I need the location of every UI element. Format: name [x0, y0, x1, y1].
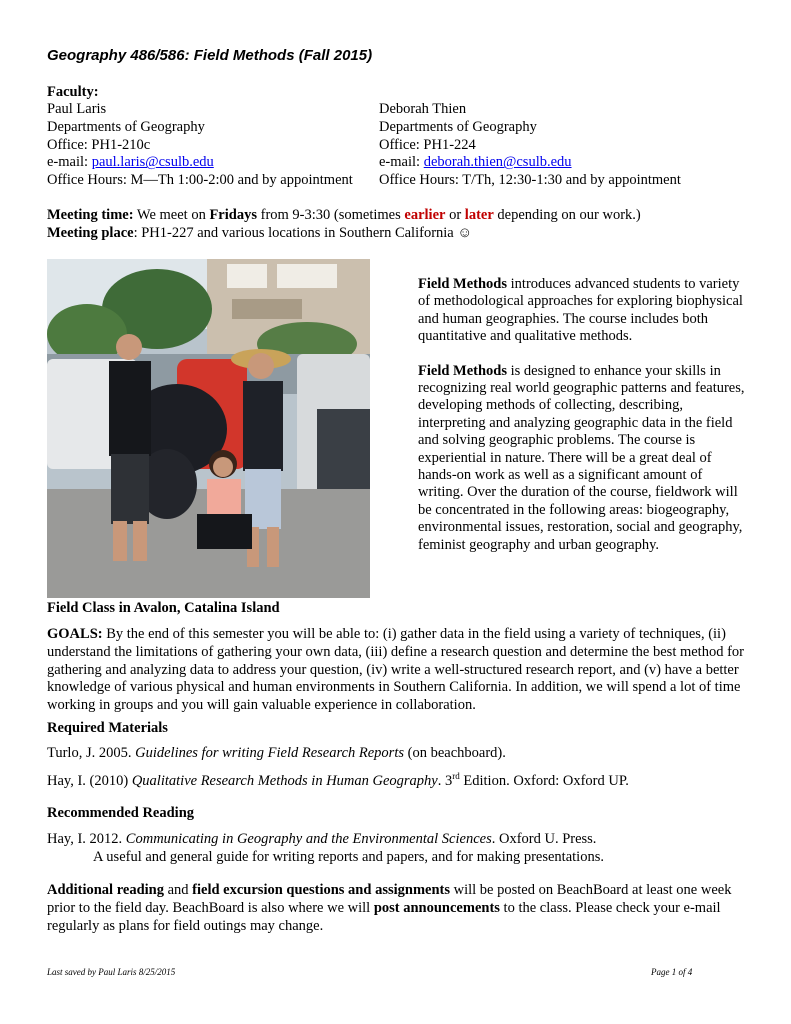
- footer-last-saved: Last saved by Paul Laris 8/25/2015: [47, 967, 176, 977]
- meeting-time: [47, 206, 641, 224]
- additional-info: [47, 882, 747, 935]
- faculty-email-line: [47, 154, 353, 172]
- photo-caption: Field Class in Avalon, Catalina Island: [47, 600, 280, 616]
- field-methods-bold: Field Methods: [418, 362, 508, 379]
- fridays: Fridays: [209, 207, 257, 223]
- faculty-hours: Office Hours: T/Th, 12:30-1:30 and by appointment: [379, 172, 681, 189]
- field-methods-bold: Field Methods: [418, 276, 508, 292]
- faculty-office: Office: PH1-210c: [47, 136, 151, 153]
- text: We meet on: [133, 207, 210, 223]
- faculty-email-line: [379, 154, 681, 172]
- faculty-office: Office: PH1-224: [379, 136, 476, 153]
- text: By the end of this semester you will be able to: (i) gather data in the field using a variety of techniques, (ii) understand the limitations of gathering your own data, (iii) define a research question and determine the best method for gathering and analyzing data to address your question, (iv) write a well-structured research report, and (v) have a better knowledge of various physical and human environments in Southern California. In addition, we will spend a lot of time working in groups and you will gain valuable experience in collaboration.: [47, 626, 744, 714]
- text: introduces advanced students to variety of methodological approaches for exploring biophysical and human geographies. The course includes both quantitative and qualitative methods.: [418, 276, 743, 345]
- text: depending on our work.): [493, 207, 641, 223]
- required-ref-hay: [47, 771, 629, 790]
- goals-paragraph: [47, 626, 747, 715]
- meeting-place: [47, 224, 641, 242]
- email-label: e-mail:: [47, 154, 92, 171]
- ref-title: Communicating in Geography and the Environmental Sciences: [125, 831, 492, 847]
- text: from 9-3:30 (sometimes: [256, 207, 405, 223]
- faculty-deborah-thien: [379, 101, 681, 190]
- bold-text: field excursion questions and assignments: [192, 882, 450, 898]
- later-word: later: [464, 207, 494, 223]
- text: Hay, I. (2010): [47, 772, 132, 789]
- text: . 3: [437, 772, 453, 789]
- faculty-paul-laris: [47, 101, 353, 190]
- earlier-word: earlier: [404, 207, 446, 223]
- faculty-heading: Faculty:: [47, 84, 99, 100]
- meeting-time-label: Meeting time:: [47, 207, 134, 223]
- text: Hay, I. 2012.: [47, 831, 126, 847]
- email-link-thien[interactable]: deborah.thien@csulb.edu: [423, 154, 572, 171]
- text: is designed to enhance your skills in recognizing real world geographic patterns and features, developing methods of collecting, describing, interpreting and analyzing geographic data in the field and solving geographic problems. The course is experiential in nature. There will be a great deal of hands-on work as well as a significant amount of writing. Over the duration of the course, fieldwork will be concentrated in the following areas: biogeography, environmental issues, restoration, social and geography, feminist geography and urban geography.: [418, 362, 745, 553]
- faculty-dept: Departments of Geography: [47, 118, 205, 135]
- ref-title: Guidelines for writing Field Research Reports: [135, 745, 404, 761]
- required-materials-heading: Required Materials: [47, 720, 168, 736]
- text: Turlo, J. 2005.: [47, 745, 136, 761]
- superscript: rd: [452, 771, 460, 781]
- faculty-name: Paul Laris: [47, 101, 107, 117]
- text: Edition. Oxford: Oxford UP.: [459, 772, 629, 789]
- bold-text: post announcements: [373, 899, 500, 916]
- recommended-reading-heading: Recommended Reading: [47, 805, 195, 821]
- text: . Oxford U. Press.: [491, 831, 597, 847]
- required-ref-turlo: [47, 745, 506, 762]
- text: : PH1-227 and various locations in Southern California ☺: [133, 225, 473, 241]
- field-class-photo: [47, 259, 370, 598]
- page-title: Geography 486/586: Field Methods (Fall 2015): [47, 47, 373, 64]
- text: and: [163, 882, 193, 898]
- course-intro: [418, 276, 748, 571]
- text: to the class. Please check your e-mail regularly as plans for field outings may change.: [47, 899, 721, 934]
- bold-text: Additional reading: [47, 882, 164, 898]
- meeting-info: [47, 206, 641, 242]
- goals-label: GOALS:: [47, 626, 103, 642]
- meeting-place-label: Meeting place: [47, 225, 134, 241]
- faculty-name: Deborah Thien: [379, 101, 467, 117]
- ref-title: Qualitative Research Methods in Human Geography: [131, 772, 438, 789]
- text: will be posted on BeachBoard at least one week prior to the field day. BeachBoard is also where we will: [47, 882, 732, 916]
- faculty-hours: Office Hours: M—Th 1:00-2:00 and by appointment: [47, 172, 353, 189]
- intro-paragraph-2: [418, 363, 748, 554]
- recommended-note: A useful and general guide for writing reports and papers, and for making presentations.: [93, 849, 604, 865]
- recommended-ref-hay: [47, 831, 596, 848]
- footer-page-number: Page 1 of 4: [651, 967, 693, 977]
- email-label: e-mail:: [379, 154, 424, 171]
- email-link-laris[interactable]: paul.laris@csulb.edu: [91, 154, 214, 171]
- faculty-dept: Departments of Geography: [379, 118, 537, 135]
- text: or: [445, 207, 465, 223]
- intro-paragraph-1: [418, 276, 748, 346]
- text: (on beachboard).: [404, 745, 506, 761]
